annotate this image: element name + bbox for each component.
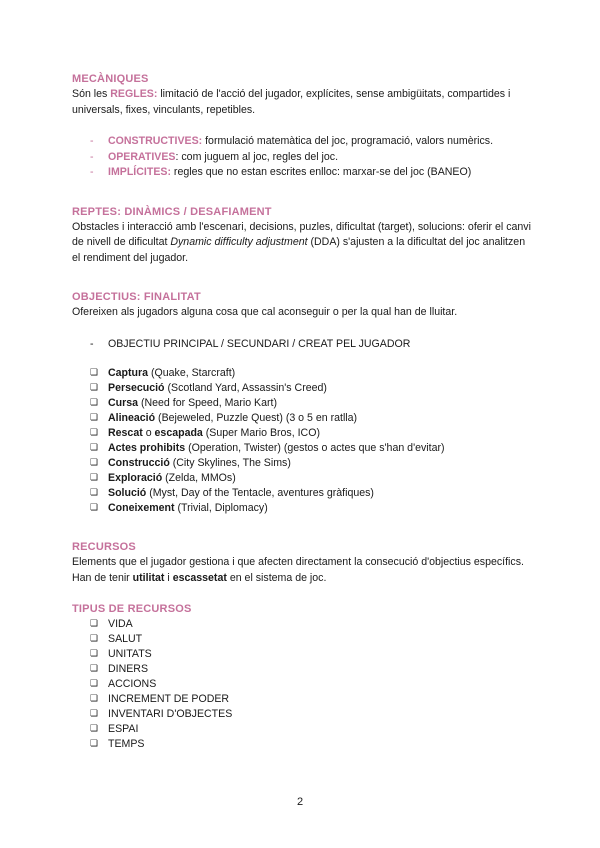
objectius-dash-text: OBJECTIU PRINCIPAL / SECUNDARI / CREAT PEL JUGADOR	[108, 337, 411, 350]
objectiu-item-text: (Scotland Yard, Assassin's Creed)	[164, 382, 327, 394]
objectiu-item-content	[108, 381, 327, 396]
tipus-item-text: ACCIONS	[108, 678, 157, 690]
tipus-item-text: INVENTARI D'OBJECTES	[108, 708, 233, 720]
tipus-item	[72, 692, 532, 707]
section-heading-tipus: TIPUS DE RECURSOS	[72, 603, 192, 615]
reptes-post: (DDA) s'ajusten a la dificultat del joc analitzen el rendiment del jugador.	[72, 236, 526, 264]
mecaniques-item-keyword: OPERATIVES	[108, 150, 176, 163]
objectiu-item-content	[108, 486, 374, 501]
objectiu-item-text: (City Skylines, The Sims)	[169, 457, 291, 469]
tipus-item-text: SALUT	[108, 633, 143, 645]
tipus-item	[72, 722, 532, 737]
objectiu-item	[72, 411, 532, 426]
objectiu-item	[72, 456, 532, 471]
objectiu-item	[72, 486, 532, 501]
objectiu-item-content	[108, 501, 268, 516]
tipus-item	[72, 617, 532, 632]
recursos-t3: en el sistema de joc.	[226, 571, 327, 584]
checkbox-bullet-icon: ❏	[90, 739, 99, 749]
tipus-item	[72, 707, 532, 722]
tipus-item-text: VIDA	[108, 618, 133, 630]
checkbox-bullet-icon: ❏	[90, 473, 99, 483]
objectiu-item-name: Solució	[108, 487, 147, 499]
objectiu-item-content	[108, 441, 445, 456]
objectiu-item-name: Actes prohibits	[108, 442, 186, 454]
objectiu-item-name: Captura	[108, 367, 149, 379]
mecaniques-item-text: : com juguem al joc, regles del joc.	[175, 150, 339, 163]
checkbox-bullet-icon: ❏	[90, 428, 99, 438]
objectiu-item-name: Construcció	[108, 457, 170, 469]
recursos-t2: i	[164, 571, 173, 584]
tipus-list	[72, 617, 532, 752]
objectiu-item-content	[108, 396, 277, 411]
dash-marker: -	[90, 166, 94, 178]
mecaniques-item-text: regles que no estan escrites enlloc: marxar-se del joc (BANEO)	[170, 166, 472, 178]
objectiu-item-name2: escapada	[154, 427, 203, 439]
mecaniques-item	[72, 150, 532, 166]
checkbox-bullet-icon: ❏	[90, 503, 99, 513]
section-heading-recursos: RECURSOS	[72, 541, 136, 553]
objectiu-item	[72, 366, 532, 381]
checkbox-bullet-icon: ❏	[90, 694, 99, 704]
section-heading-objectius: OBJECTIUS: FINALITAT	[72, 291, 201, 303]
intro-pre: Són les	[72, 88, 111, 100]
checkbox-bullet-icon: ❏	[90, 413, 99, 423]
checkbox-bullet-icon: ❏	[90, 458, 99, 468]
mecaniques-item-content	[108, 150, 338, 166]
recursos-t1: Elements que el jugador gestiona i que afecten directament la consecució d'objectius específics. Han de tenir	[72, 556, 524, 584]
objectiu-item	[72, 501, 532, 516]
mecaniques-item-content	[108, 134, 493, 150]
dash-marker: -	[90, 150, 94, 163]
mecaniques-intro	[72, 87, 532, 118]
objectiu-item-text: (Super Mario Bros, ICO)	[202, 427, 320, 439]
tipus-item-text: TEMPS	[108, 738, 145, 750]
tipus-item	[72, 632, 532, 647]
mecaniques-item-keyword: IMPLÍCITES:	[108, 166, 171, 178]
objectiu-item-text: (Trivial, Diplomacy)	[174, 502, 268, 514]
objectiu-item-text: (Quake, Starcraft)	[148, 367, 236, 379]
intro-keyword: REGLES:	[110, 88, 158, 100]
objectiu-item-text: (Myst, Day of the Tentacle, aventures gràfiques)	[146, 487, 374, 499]
checkbox-bullet-icon: ❏	[90, 664, 99, 674]
section-heading-reptes: REPTES: DINÀMICS / DESAFIAMENT	[72, 205, 272, 218]
objectiu-item-name: Persecució	[108, 382, 165, 394]
checkbox-bullet-icon: ❏	[90, 488, 99, 498]
objectiu-item-name: Coneixement	[108, 502, 175, 514]
reptes-text	[72, 220, 532, 267]
intro-post: limitació de l'acció del jugador, explícites, sense ambigüitats, compartides i universals, fixes, vinculants, repetibles.	[72, 88, 511, 116]
recursos-b1: utilitat	[132, 571, 165, 584]
mecaniques-item	[72, 165, 532, 181]
tipus-item-text: ESPAI	[108, 723, 139, 735]
tipus-item-text: UNITATS	[108, 648, 152, 660]
objectius-list	[72, 366, 532, 516]
objectiu-item-content	[108, 411, 357, 426]
objectiu-item	[72, 381, 532, 396]
checkbox-bullet-icon: ❏	[90, 709, 99, 719]
mecaniques-list	[72, 134, 532, 181]
checkbox-bullet-icon: ❏	[90, 679, 99, 689]
objectiu-item-text: (Bejeweled, Puzzle Quest) (3 o 5 en ratlla)	[155, 412, 358, 424]
tipus-item	[72, 647, 532, 662]
recursos-text	[72, 555, 532, 586]
objectiu-item-content	[108, 366, 235, 381]
document-page	[72, 72, 532, 752]
objectiu-item-name: Rescat	[108, 427, 143, 439]
objectiu-item-content	[108, 471, 236, 486]
objectiu-item	[72, 471, 532, 486]
mecaniques-item-keyword: CONSTRUCTIVES:	[108, 135, 203, 147]
recursos-b2: escassetat	[172, 571, 227, 584]
objectiu-item-text: (Need for Speed, Mario Kart)	[138, 397, 277, 409]
reptes-italic: Dynamic difficulty adjustment	[170, 236, 308, 248]
checkbox-bullet-icon: ❏	[90, 619, 99, 629]
objectiu-item	[72, 426, 532, 441]
objectiu-item	[72, 441, 532, 456]
dash-marker: -	[90, 135, 94, 147]
reptes-pre: Obstacles i interacció amb l'escenari, decisions, puzles, dificultat (target), solucions: oferir el canvi de nivell de dificultat	[72, 220, 531, 248]
objectiu-item-name: Exploració	[108, 472, 163, 484]
objectius-dash-item: - OBJECTIU PRINCIPAL / SECUNDARI / CREAT PEL JUGADOR	[72, 337, 532, 353]
mecaniques-item	[72, 134, 532, 150]
checkbox-bullet-icon: ❏	[90, 649, 99, 659]
page-number: 2	[296, 796, 304, 808]
checkbox-bullet-icon: ❏	[90, 634, 99, 644]
objectiu-item-content	[108, 426, 320, 441]
tipus-item-text: DINERS	[108, 663, 149, 675]
objectiu-item-name: Cursa	[108, 397, 139, 409]
objectiu-item-text: (Operation, Twister) (gestos o actes que s'han d'evitar)	[185, 442, 445, 454]
checkbox-bullet-icon: ❏	[90, 724, 99, 734]
checkbox-bullet-icon: ❏	[90, 398, 99, 408]
objectiu-item-name: Alineació	[108, 412, 156, 424]
tipus-item	[72, 737, 532, 752]
objectiu-item-content	[108, 456, 291, 471]
tipus-item	[72, 662, 532, 677]
mecaniques-item-content	[108, 165, 471, 181]
tipus-item-text: INCREMENT DE PODER	[108, 693, 230, 705]
objectius-intro: Ofereixen als jugadors alguna cosa que cal aconseguir o per la qual han de lluitar.	[72, 306, 458, 318]
section-heading-mecaniques: MECÀNIQUES	[72, 73, 149, 85]
mecaniques-item-text: formulació matemàtica del joc, programació, valors numèrics.	[202, 135, 494, 147]
objectiu-item-mid: o	[142, 427, 155, 439]
objectiu-item-text: (Zelda, MMOs)	[162, 472, 236, 484]
checkbox-bullet-icon: ❏	[90, 443, 99, 453]
checkbox-bullet-icon: ❏	[90, 383, 99, 393]
objectiu-item	[72, 396, 532, 411]
checkbox-bullet-icon: ❏	[90, 368, 99, 378]
tipus-item	[72, 677, 532, 692]
